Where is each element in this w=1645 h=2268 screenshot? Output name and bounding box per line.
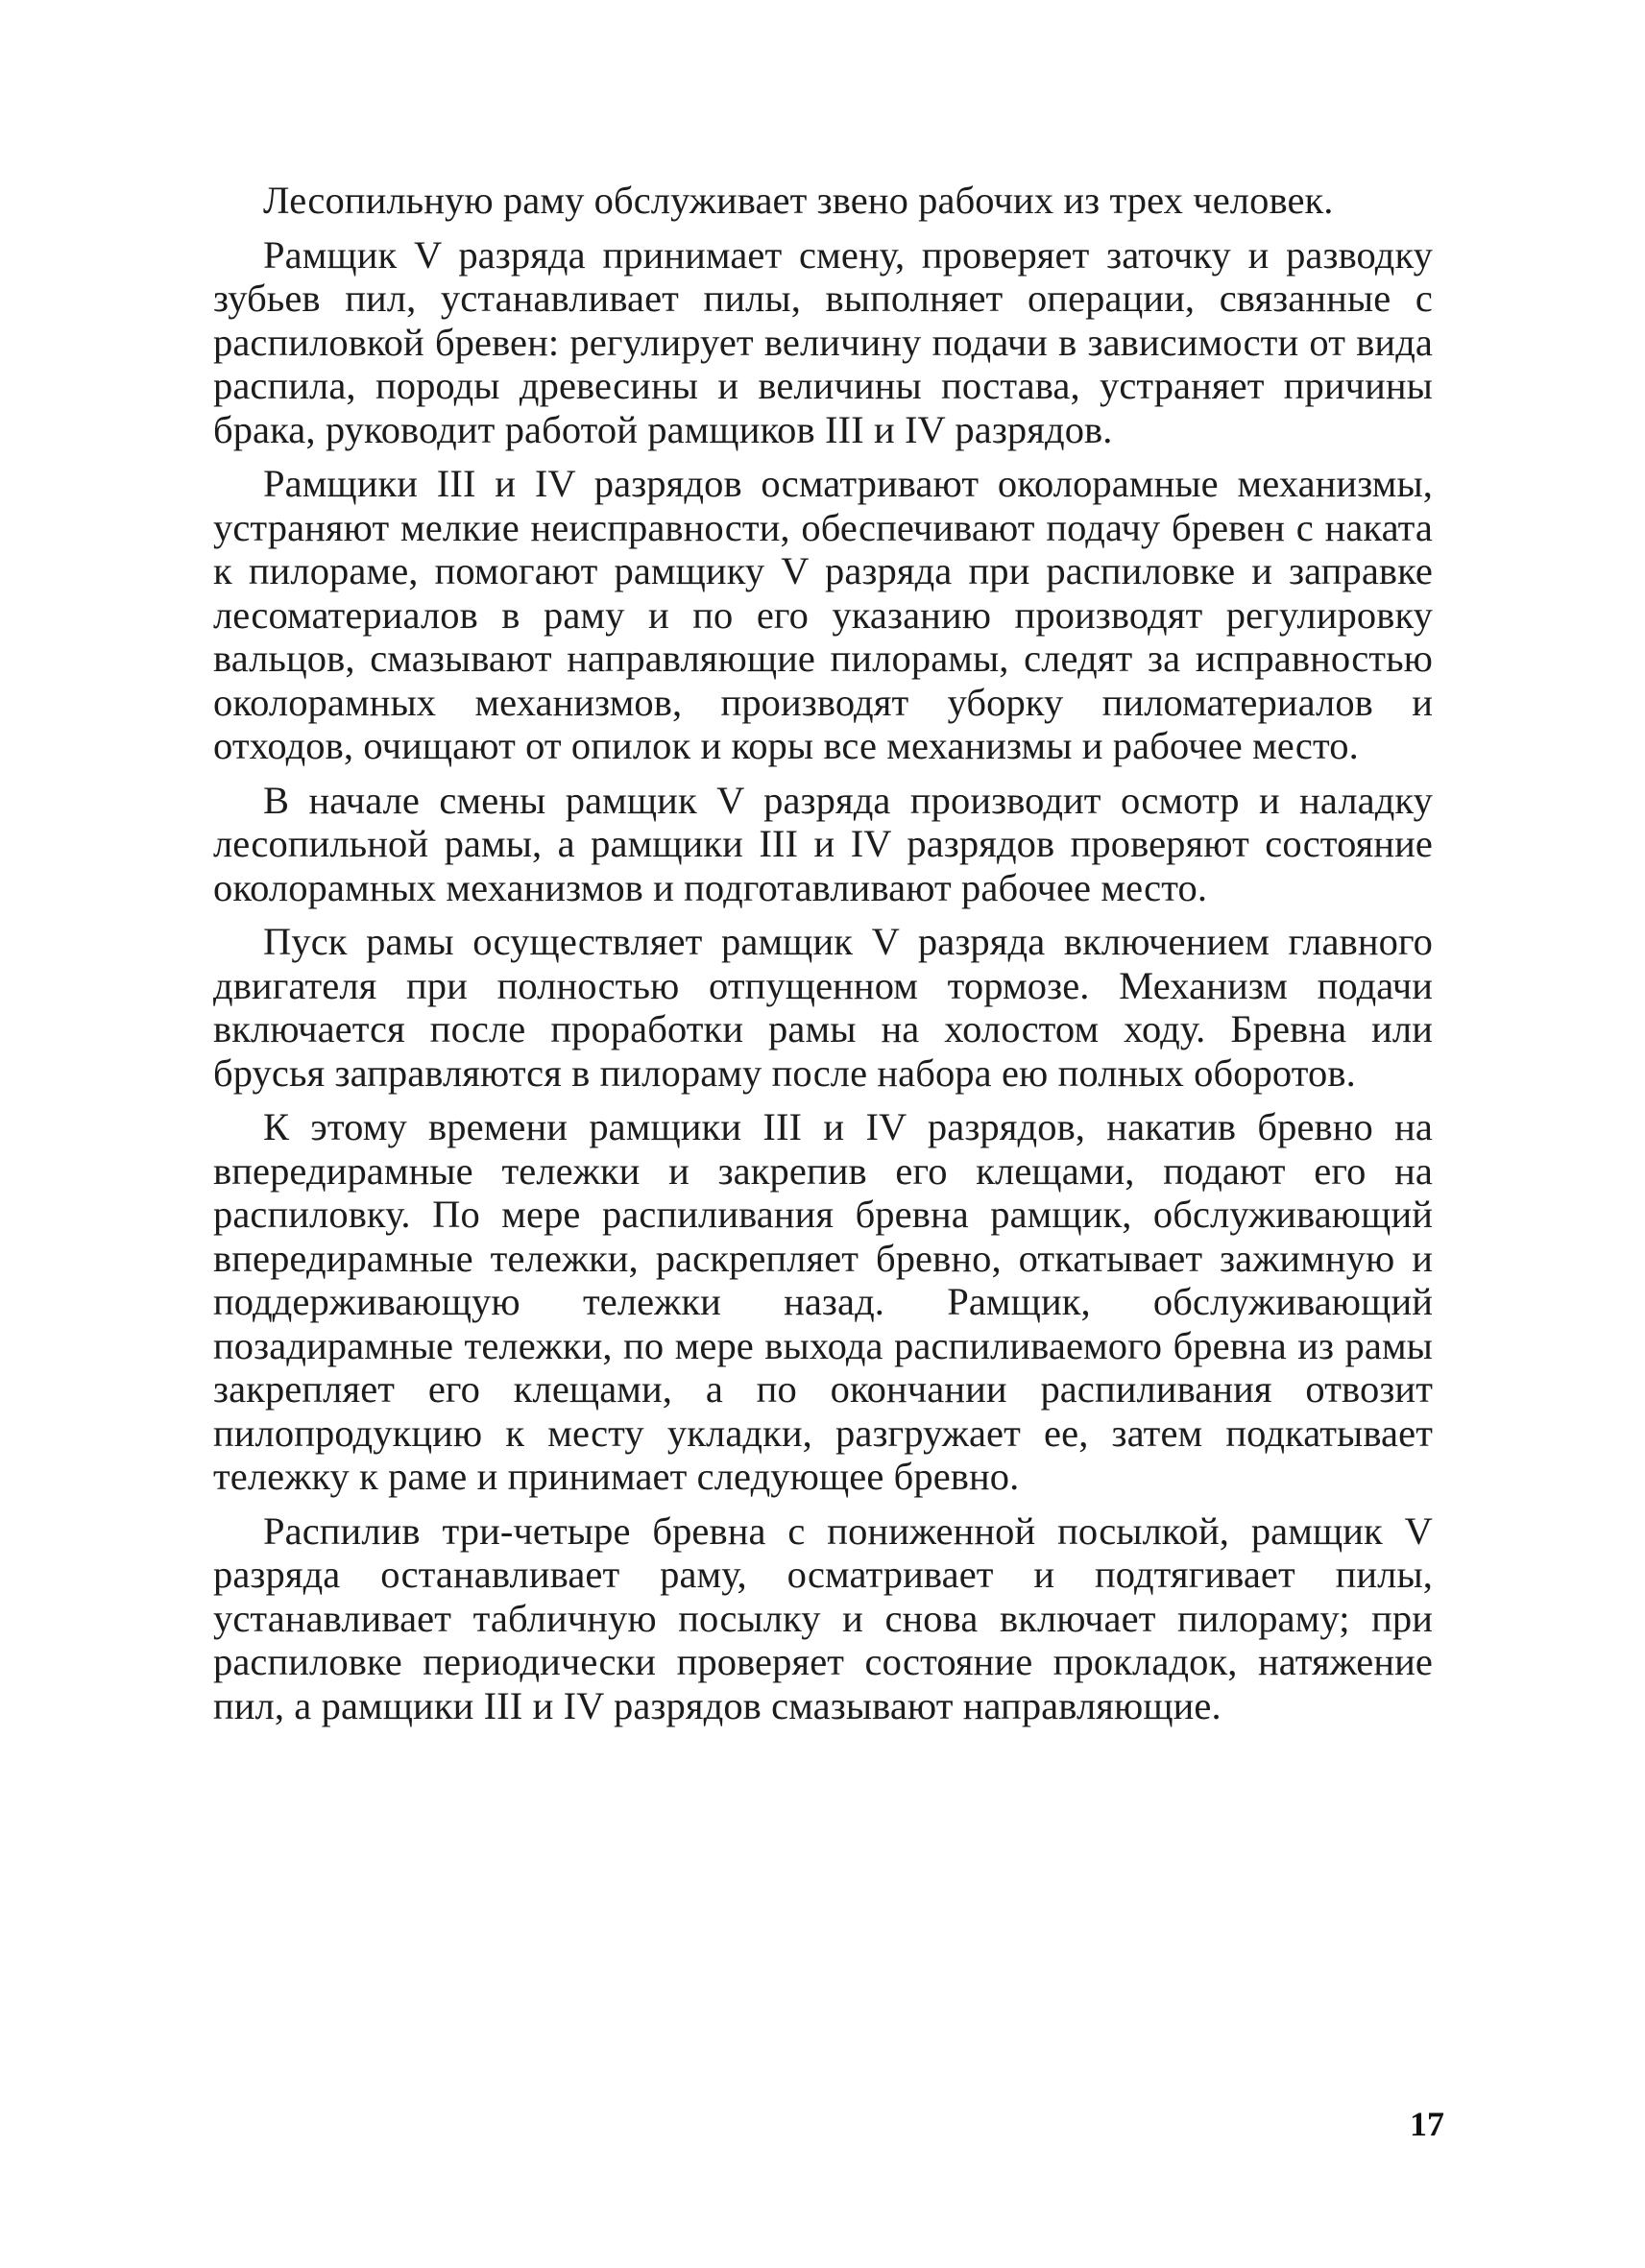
paragraph-5: Пуск рамы осуществляет рамщик V разряда включением главного двигателя при полностью отпущенном тормозе. Механизм подачи включается после проработки рамы на холостом ходу. Бревна или брусья заправляются в пилораму после набора ею полных оборотов.: [213, 920, 1433, 1095]
paragraph-3: Рамщики III и IV разрядов осматривают околорамные механизмы, устраняют мелкие неисправности, обеспечивают подачу бревен с наката к пилораме, помогают рамщику V разряда при распиловке и заправке лесоматериалов в раму и по его указанию производят регулировку вальцов, смазывают направляющие пилорамы, следят за исправностью околорамных механизмов, производят уборку пиломатериалов и отходов, очищают от опилок и коры все механизмы и рабочее место.: [213, 462, 1433, 767]
paragraph-6: К этому времени рамщики III и IV разрядов, накатив бревно на впередирамные тележки и закрепив его клещами, подают его на распиловку. По мере распиливания бревна рамщик, обслуживающий впередирамные тележки, раскрепляет бревно, откатывает зажимную и поддерживающую тележки назад. Рамщик, обслуживающий позадирамные тележки, по мере выхода распиливаемого бревна из рамы закрепляет его клещами, а по окончании распиливания отвозит пилопродукцию к месту укладки, разгружает ее, затем подкатывает тележку к раме и принимает следующее бревно.: [213, 1105, 1433, 1498]
page-number: 17: [1410, 2105, 1444, 2143]
body-text: [213, 179, 1433, 1727]
paragraph-2: Рамщик V разряда принимает смену, проверяет заточку и разводку зубьев пил, устанавливает пилы, выполняет операции, связанные с распиловкой бревен: регулирует величину подачи в зависимости от вида распила, породы древесины и величины постава, устраняет причины брака, руководит работой рамщиков III и IV разрядов.: [213, 232, 1433, 451]
paragraph-4: В начале смены рамщик V разряда производит осмотр и наладку лесопильной рамы, а рамщики III и IV разрядов проверяют состояние околорамных механизмов и подготавливают рабочее место.: [213, 778, 1433, 909]
paragraph-7: Распилив три-четыре бревна с пониженной посылкой, рамщик V разряда останавливает раму, осматривает и подтягивает пилы, устанавливает табличную посылку и снова включает пилораму; при распиловке периодически проверяет состояние прокладок, натяжение пил, а рамщики III и IV разрядов смазывают направляющие.: [213, 1508, 1433, 1727]
paragraph-1: Лесопильную раму обслуживает звено рабочих из трех человек.: [263, 179, 1334, 222]
